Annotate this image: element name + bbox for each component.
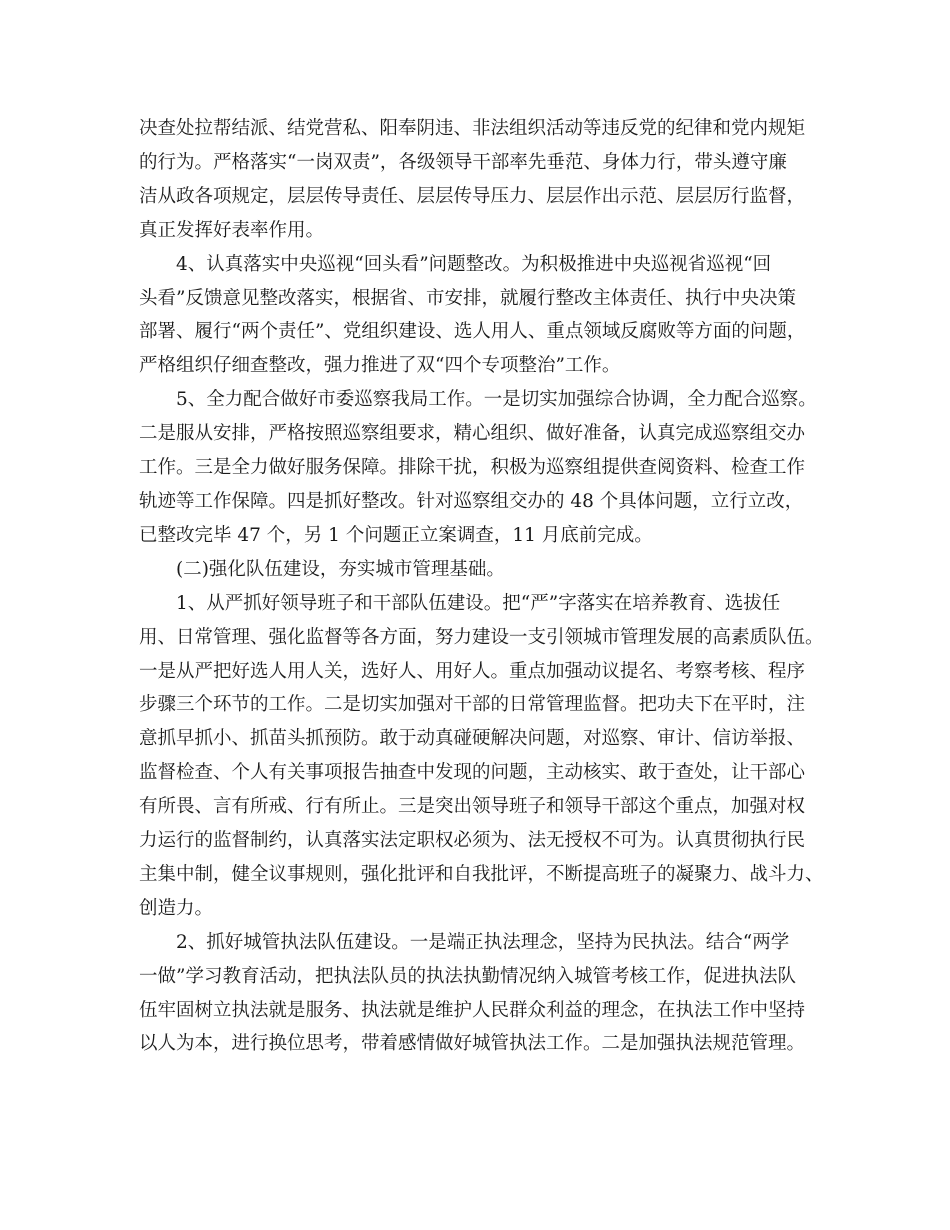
text-line: 有所畏、言有所戒、行有所止。三是突出领导班子和领导干部这个重点，加强对权 xyxy=(139,796,806,818)
text-line: 二是服从安排，严格按照巡察组要求，精心组织、做好准备，认真完成巡察组交办 xyxy=(139,423,806,445)
text-line: 一是从严把好选人用人关，选好人、用好人。重点加强动议提名、考察考核、程序 xyxy=(139,660,806,682)
paragraph-leadership-team xyxy=(139,587,829,926)
text-line: 部署、履行“两个责任”、党组织建设、选人用人、重点领域反腐败等方面的问题， xyxy=(139,321,806,343)
paragraph-law-enforcement-team xyxy=(139,926,829,1062)
text-line: 一做”学习教育活动，把执法队员的执法执勤情况纳入城管考核工作，促进执法队 xyxy=(139,965,796,987)
text-line: 力运行的监督制约，认真落实法定职权必须为、法无授权不可为。认真贯彻执行民 xyxy=(139,830,806,852)
text-line: 已整改完毕 47 个，另 1 个问题正立案调查，11 月底前完成。 xyxy=(139,524,653,546)
text-line: (二)强化队伍建设，夯实城市管理基础。 xyxy=(176,558,505,580)
text-line: 监督检查、个人有关事项报告抽查中发现的问题，主动核实、敢于查处，让干部心 xyxy=(139,762,806,784)
text-line: 2、抓好城管执法队伍建设。一是端正执法理念，坚持为民执法。结合“两学 xyxy=(176,931,790,953)
text-line: 1、从严抓好领导班子和干部队伍建设。把“严”字落实在培养教育、选拔任 xyxy=(176,592,781,614)
text-line: 工作。三是全力做好服务保障。排除干扰，积极为巡察组提供查阅资料、检查工作 xyxy=(139,457,806,479)
text-line: 的行为。严格落实“一岗双责”，各级领导干部率先垂范、身体力行，带头遵守廉 xyxy=(139,151,787,173)
text-line: 4、认真落实中央巡视“回头看”问题整改。为积极推进中央巡视省巡视“回 xyxy=(176,253,772,275)
text-line: 意抓早抓小、抓苗头抓预防。敢于动真碰硬解决问题，对巡察、审计、信访举报、 xyxy=(139,728,806,750)
text-line: 创造力。 xyxy=(139,897,214,919)
paragraph-municipal-inspection xyxy=(139,383,829,553)
text-line: 严格组织仔细查整改，强力推进了双“四个专项整治”工作。 xyxy=(139,355,621,377)
text-line: 头看”反馈意见整改落实，根据省、市安排，就履行整改主体责任、执行中央决策 xyxy=(139,287,796,309)
document-body xyxy=(139,112,829,1061)
text-line: 真正发挥好表率作用。 xyxy=(139,219,325,241)
text-line: 伍牢固树立执法就是服务、执法就是维护人民群众利益的理念，在执法工作中坚持 xyxy=(139,999,806,1021)
text-line: 5、全力配合做好市委巡察我局工作。一是切实加强综合协调，全力配合巡察。 xyxy=(176,389,817,411)
text-line: 以人为本，进行换位思考，带着感情做好城管执法工作。二是加强执法规范管理。 xyxy=(139,1033,806,1055)
text-line: 主集中制，健全议事规则，强化批评和自我批评，不断提高班子的凝聚力、战斗力、 xyxy=(139,863,824,885)
section-heading-team-building xyxy=(139,553,829,587)
text-line: 步骤三个环节的工作。二是切实加强对干部的日常管理监督。把功夫下在平时，注 xyxy=(139,694,806,716)
text-line: 洁从政各项规定，层层传导责任、层层传导压力、层层作出示范、层层厉行监督， xyxy=(139,185,806,207)
paragraph-discipline-continued xyxy=(139,112,829,248)
paragraph-central-inspection xyxy=(139,248,829,384)
text-line: 用、日常管理、强化监督等各方面，努力建设一支引领城市管理发展的高素质队伍。 xyxy=(139,626,824,648)
text-line: 决查处拉帮结派、结党营私、阳奉阴违、非法组织活动等违反党的纪律和党内规矩 xyxy=(139,118,806,139)
text-line: 轨迹等工作保障。四是抓好整改。针对巡察组交办的 48 个具体问题，立行立改， xyxy=(139,490,804,512)
